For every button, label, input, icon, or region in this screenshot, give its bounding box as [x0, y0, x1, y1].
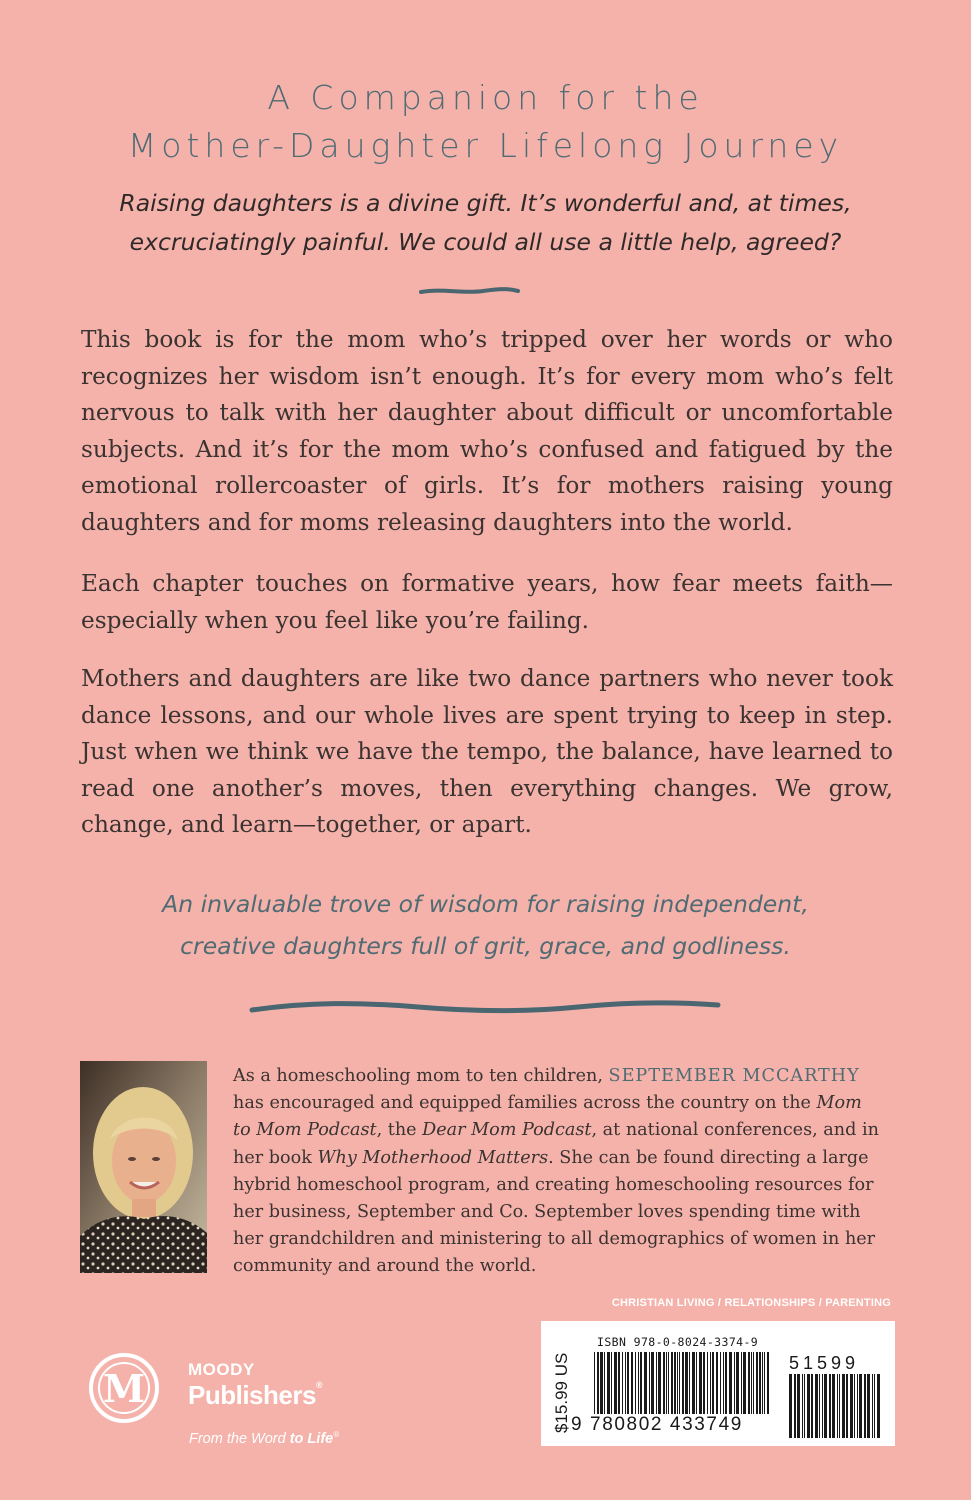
author-name: SEPTEMBER MCCARTHY [608, 1066, 860, 1086]
barcode-bar [707, 1352, 708, 1414]
barcode-bar [682, 1352, 684, 1414]
barcode-bar [689, 1352, 690, 1414]
barcode-bar [692, 1352, 695, 1414]
barcode-bar [837, 1374, 838, 1438]
barcode-bar [625, 1352, 626, 1414]
barcode-bar [666, 1352, 667, 1414]
isbn-text: ISBN 978-0-8024-3374-9 [597, 1335, 759, 1349]
barcode-bar [762, 1352, 763, 1414]
author-portrait-icon [80, 1061, 207, 1273]
barcode-bar [600, 1352, 603, 1414]
barcode-bar [819, 1374, 820, 1438]
barcode-bar [640, 1352, 642, 1414]
barcode-bar [663, 1352, 665, 1414]
bio-line-4: her book Why Motherhood Matters. She can be found directing a large [233, 1147, 869, 1168]
barcode-bar [736, 1352, 739, 1414]
barcode-bar [872, 1374, 873, 1438]
barcode-bar [604, 1352, 605, 1414]
short-squiggle-divider [418, 284, 522, 298]
barcode-bar [734, 1352, 735, 1414]
barcode-bar [729, 1352, 732, 1414]
barcode-bar [618, 1352, 620, 1414]
barcode-bar [859, 1374, 862, 1438]
barcode-bar [674, 1352, 676, 1414]
body-paragraph-3: Mothers and daughters are like two dance partners who never took dance lessons, and our whole lives are spent trying to keep in step. Just when we think we have the tempo, the balance, have learned to read one another’s moves, then everything changes. We grow, change, and learn—together, or apart. [81, 665, 893, 838]
barcode-bar [712, 1352, 714, 1414]
barcode-bar [811, 1374, 813, 1438]
barcode-bar [789, 1374, 792, 1438]
barcode-bar [699, 1352, 702, 1414]
barcode-bar [797, 1374, 800, 1438]
headline-line-1: A Companion for the [267, 78, 704, 117]
barcode-bar [857, 1374, 858, 1438]
barcode-bar [867, 1374, 870, 1438]
barcode-bar [767, 1352, 769, 1414]
publisher-name-main: Publishers® [188, 1380, 323, 1410]
barcode-bar [594, 1352, 595, 1414]
barcode-bar [764, 1352, 765, 1414]
barcode-bar [846, 1374, 848, 1438]
barcode-bar [723, 1352, 724, 1414]
barcode-bar [756, 1352, 758, 1414]
price-label: $15.99 US [552, 1352, 571, 1433]
barcode-bar [703, 1352, 705, 1414]
barcode-bar [824, 1374, 827, 1438]
publisher-tagline: From the Word to Life® [189, 1430, 340, 1447]
body-paragraph-1: This book is for the mom who’s tripped over her words or who recognizes her wisdom isn’t enough. It’s for every mom who’s felt nervous to talk with her daughter about difficult or uncomfortable subjects. And it’s for the mom who’s confused and fatigued by the emotional rollercoaster of girls. It’s for mothers raising young daughters and for moms releasing daughters into the world. [81, 326, 893, 536]
isbn-barcode [594, 1352, 770, 1414]
barcode-bar [759, 1352, 761, 1414]
headline-line-2: Mother-Daughter Lifelong Journey [127, 126, 844, 165]
body-paragraph-2: Each chapter touches on formative years, how fear meets faith—especially when you feel like you’re failing. [81, 570, 893, 634]
bio-line-6: her business, September and Co. September loves spending time with [233, 1202, 861, 1223]
closing-line-1: An invaluable trove of wisdom for raising independent, [162, 890, 809, 918]
bio-line-2: has encouraged and equipped families across the country on the Mom [233, 1093, 862, 1114]
bio-line-8: community and around the world. [233, 1256, 537, 1277]
trademark-mark: ® [315, 1380, 323, 1390]
barcode-bar [631, 1352, 633, 1414]
barcode-bar [794, 1374, 796, 1438]
moody-publishers-logo-icon [88, 1352, 160, 1424]
long-squiggle-divider [248, 996, 722, 1018]
barcode-bar [864, 1374, 866, 1438]
barcode-bar [627, 1352, 629, 1414]
barcode-bar [614, 1352, 617, 1414]
logo-letter: M [102, 1366, 146, 1411]
publisher-name-top: MOODY [188, 1360, 255, 1379]
price-addon-barcode [789, 1374, 881, 1438]
barcode-bar [651, 1352, 654, 1414]
barcode-bar [829, 1374, 831, 1438]
bio-line-1: As a homeschooling mom to ten children, SEPTEMBER MCCARTHY [233, 1066, 860, 1086]
barcode-bar [696, 1352, 697, 1414]
barcode-bar [753, 1352, 754, 1414]
barcode-bar [822, 1374, 823, 1438]
ean-digits: 9 780802 433749 [571, 1414, 743, 1435]
barcode-bar [877, 1374, 880, 1438]
barcode-bar [751, 1352, 752, 1414]
author-photo [80, 1061, 207, 1273]
barcode-bar [710, 1352, 711, 1414]
bio-line-7: her grandchildren and ministering to all demographics of women in her [233, 1229, 876, 1250]
barcode-bar [635, 1352, 636, 1414]
barcode-bar [656, 1352, 657, 1414]
barcode-bar [850, 1374, 853, 1438]
bio-line-3: to Mom Podcast, the Dear Mom Podcast, at national conferences, and in [233, 1120, 879, 1141]
cover-headline [0, 74, 971, 170]
barcode-bar [839, 1374, 840, 1438]
barcode-bar [607, 1352, 610, 1414]
barcode-bar [804, 1374, 805, 1438]
barcode-bar [807, 1374, 810, 1438]
barcode-bar [622, 1352, 623, 1414]
barcode-bar [685, 1352, 688, 1414]
barcode-bar [854, 1374, 855, 1438]
barcode-bar [658, 1352, 661, 1414]
barcode-bar [725, 1352, 727, 1414]
barcode-bar [832, 1374, 835, 1438]
barcode-bar [668, 1352, 669, 1414]
barcode-bar [677, 1352, 678, 1414]
barcode-bar [842, 1374, 845, 1438]
barcode-bar [597, 1352, 599, 1414]
barcode-bar [743, 1352, 746, 1414]
category-label: CHRISTIAN LIVING / RELATIONSHIPS / PARENTING [611, 1297, 891, 1309]
barcode-bar [679, 1352, 680, 1414]
intro-tagline [60, 184, 911, 262]
barcode-bar [741, 1352, 742, 1414]
closing-line-2: creative daughters full of grit, grace, and godliness. [180, 932, 791, 960]
barcode-bar [671, 1352, 673, 1414]
author-bio [233, 1063, 913, 1281]
barcode-bar [649, 1352, 650, 1414]
intro-line-2: excruciatingly painful. We could all use a little help, agreed? [129, 228, 842, 256]
barcode-bar [748, 1352, 750, 1414]
barcode-bar [874, 1374, 875, 1438]
barcode-bar [802, 1374, 803, 1438]
barcode-bar [815, 1374, 818, 1438]
barcode-bar [720, 1352, 721, 1414]
barcode-bar [638, 1352, 639, 1414]
price-addon-digits: 51599 [789, 1353, 860, 1373]
barcode-bar [611, 1352, 612, 1414]
intro-line-1: Raising daughters is a divine gift. It’s wonderful and, at times, [119, 189, 852, 217]
barcode-bar [716, 1352, 718, 1414]
bio-line-5: hybrid homeschool program, and creating homeschooling resources for [233, 1174, 874, 1195]
closing-tagline [40, 883, 931, 967]
barcode-bar [644, 1352, 647, 1414]
